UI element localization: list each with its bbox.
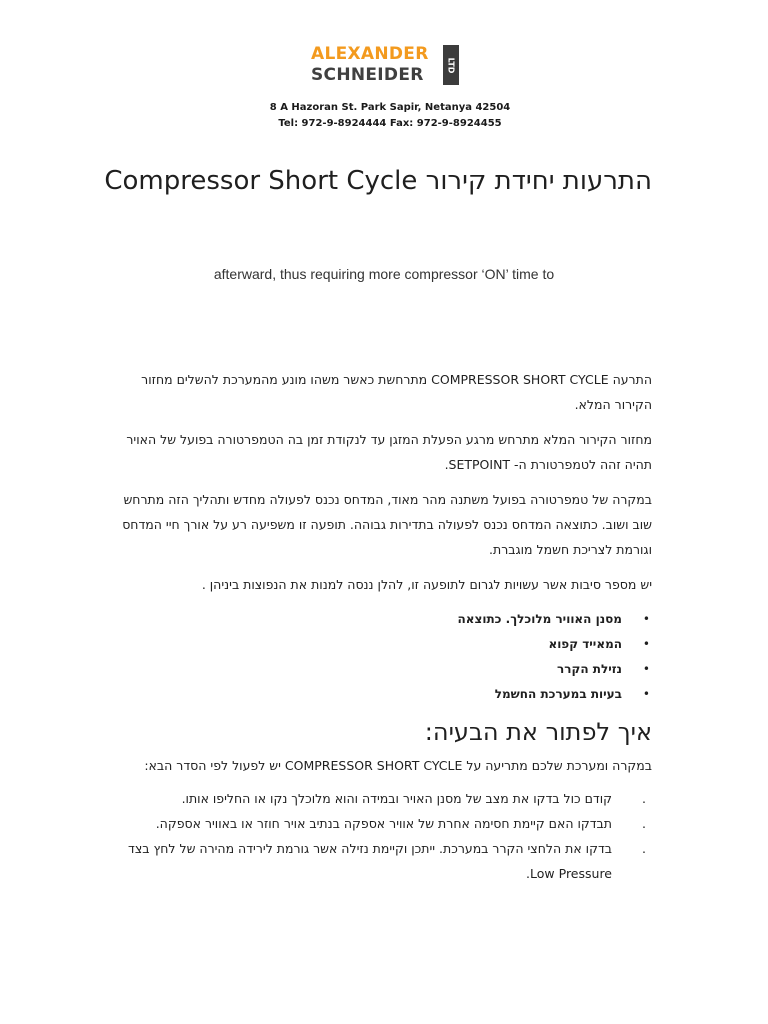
causes-list — [110, 607, 652, 707]
bullet-icon: • — [642, 662, 650, 676]
step-marker: . — [642, 791, 646, 806]
contact-line: Tel: 972-9-8924444 Fax: 972-9-8924455 — [278, 118, 502, 129]
list-item — [110, 811, 646, 836]
page-title: התרעות יחידת קירור Compressor Short Cycle — [104, 166, 652, 196]
company-logo — [311, 44, 461, 88]
document-body — [110, 367, 652, 886]
cause-text: נזילת הקרר — [557, 662, 622, 676]
step-text: תבדקו האם קיימת חסימה אחרת של אוויר אספקה בנתיב אויר חוזר או באוויר אספקה. — [155, 816, 612, 831]
step-text: קודם כול בדקו את מצב של מסנן האויר ובמידה והוא מלוכלך נקו או החליפו אותו. — [181, 791, 612, 806]
list-item — [110, 607, 650, 632]
step-text: בדקו את הלחצי הקרר במערכת. ייתכן וקיימת נזילה אשר גורמת לירידה מהירה של לחץ בצד Low Pressure. — [128, 841, 612, 881]
logo-line-2: SCHNEIDER — [311, 65, 424, 85]
step-marker: . — [642, 841, 646, 856]
list-item — [110, 657, 650, 682]
address-line: 8 A Hazoran St. Park Sapir, Netanya 42504 — [269, 102, 511, 113]
step-marker: . — [642, 816, 646, 831]
logo-badge — [443, 45, 459, 85]
cause-text: המאייד קפוא — [548, 637, 622, 651]
list-item — [110, 836, 646, 886]
list-item — [110, 632, 650, 657]
paragraph-procedure-intro: במקרה ומערכת שלכם מתריעה על COMPRESSOR SHORT CYCLE יש לפעול לפי הסדר הבא: — [144, 758, 652, 773]
paragraph-alert-definition: התרעה COMPRESSOR SHORT CYCLE מתרחשת כאשר משהו מונע מהמערכת להשלים מחזור הקירור המלא. — [141, 372, 652, 412]
cause-text: בעיות במערכת החשמל — [494, 687, 622, 701]
bullet-icon: • — [642, 637, 650, 651]
logo-text — [311, 44, 429, 86]
paragraph-rapid-change: במקרה של טמפרטורה בפועל משתנה מהר מאוד, המדחס נכנס לפעולה מחדש ותהליך הזה מתרחש שוב ושוב. כתוצאה המדחס נכנס לפעולה בתדירות גבוהה. תופעה זו משפיעה רע על אורך חיי המדחס וגורמת לצריכת חשמל מוגברת. — [122, 492, 652, 557]
section-heading: איך לפתור את הבעיה: — [424, 718, 652, 746]
logo-badge-text: LTD — [446, 57, 456, 73]
cause-text: מסנן האוויר מלוכלך. כתוצאה — [457, 612, 622, 626]
bullet-icon: • — [642, 612, 650, 626]
company-address — [0, 100, 768, 132]
floating-text-line: afterward, thus requiring more compressor ‘ON’ time to — [213, 266, 555, 282]
paragraph-cooling-cycle: מחזור הקירור המלא מתרחש מרגע הפעלת המזגן עד לנקודת זמן בה הטמפרטורה בפועל של האויר תהיה זהה לטמפרטורת ה- SETPOINT. — [126, 432, 652, 472]
list-item — [110, 786, 646, 811]
paragraph-causes-intro: יש מספר סיבות אשר עשויות לגרום לתופעה זו, להלן ננסה למנות את הנפוצות ביניהן . — [201, 577, 652, 592]
steps-list — [110, 786, 652, 886]
bullet-icon: • — [642, 687, 650, 701]
list-item — [110, 682, 650, 707]
logo-line-1: ALEXANDER — [311, 44, 429, 64]
